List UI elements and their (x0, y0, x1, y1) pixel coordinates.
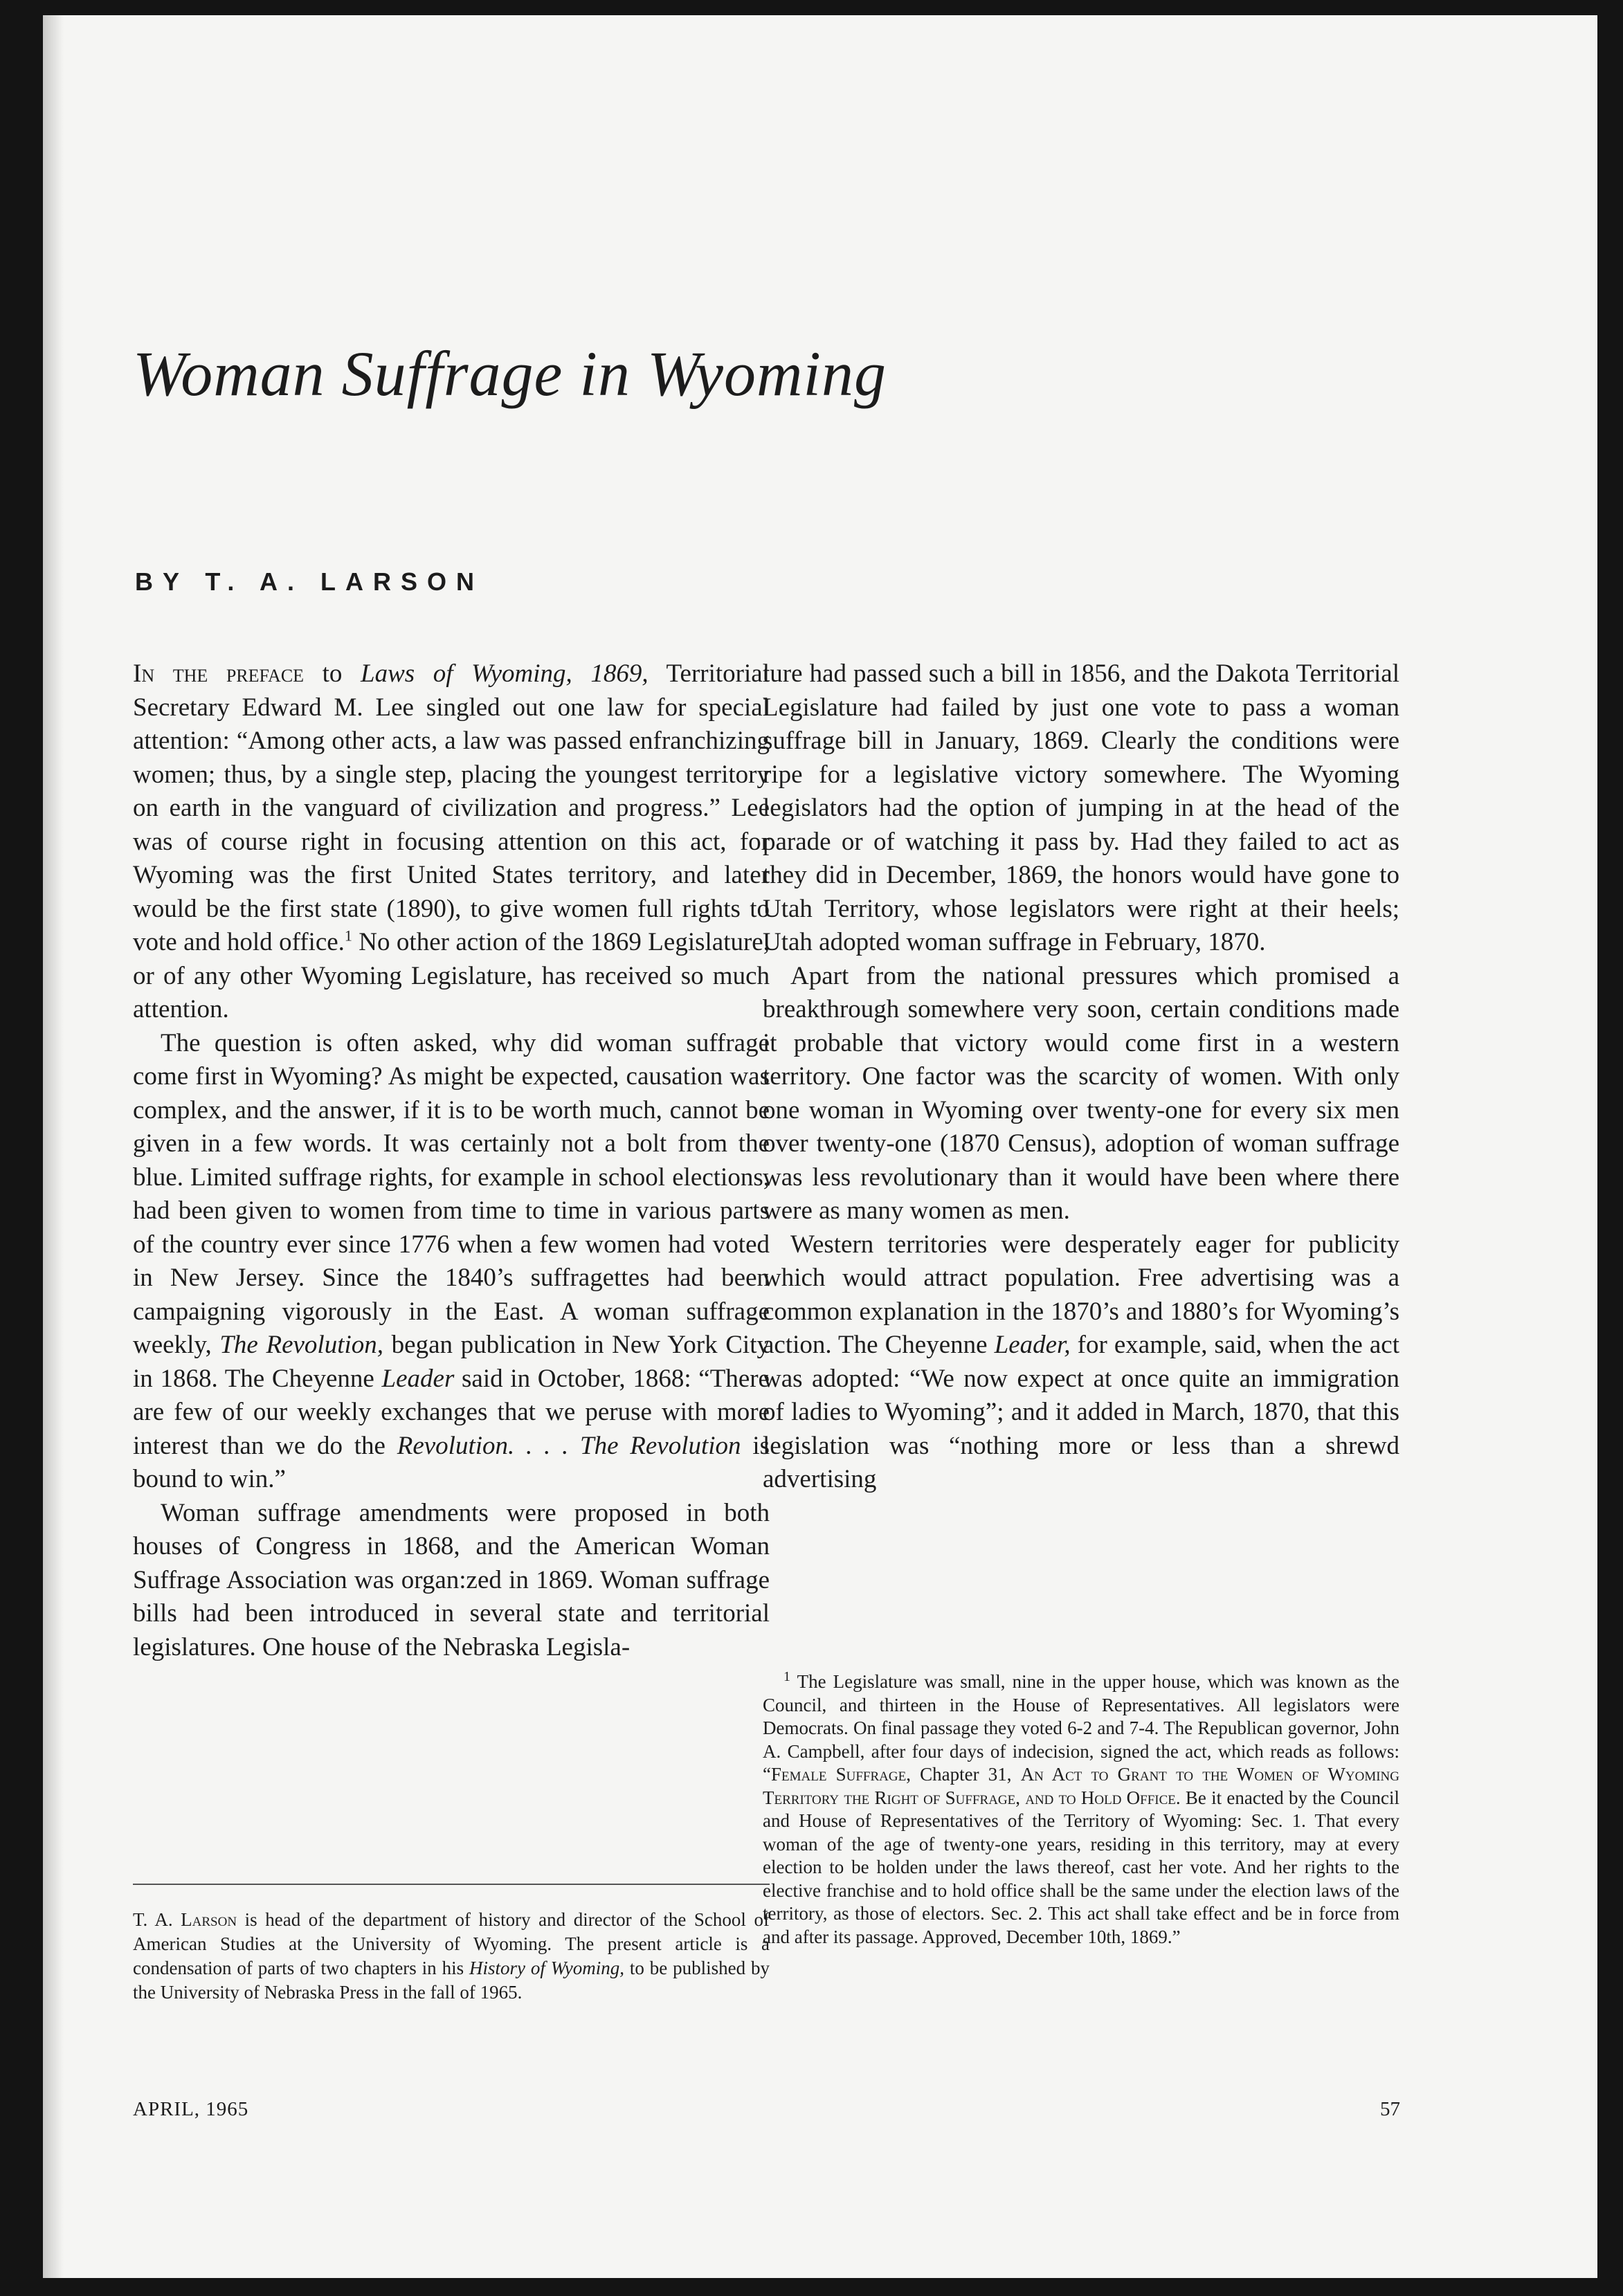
bio-divider (133, 1884, 770, 1885)
author-bio: T. A. Larson is head of the department of history and director of the School of American Studies at the University of Wyoming. The present article is a condensation of parts of two chapters in his History of Wyoming, to be published by the University of Nebraska Press in the fall of 1965. (133, 1909, 770, 2003)
footnote: $^1$ The Legislature was small, nine in the upper house, which was known as the Council, and thirteen in the House of Representatives. All legislators were Democrats. On final passage they voted 6-2 and 7-4. The Republican governor, John A. Campbell, after four days of indecision, signed the act, which reads as follows: “Female Suffrage, Chapter 31, An Act to Grant to the Women of Wyoming Territory the Right of Suffrage, and to Hold Office. Be it enacted by the Council and House of Representatives of the Territory of Wyoming: Sec. 1. That every woman of the age of twenty-one years, residing in this territory, may at every election to be holden under the laws thereof, cast her vote. And her rights to the elective franchise and to hold office shall be the same under the election laws of the territory, as those of electors. Sec. 2. This act shall take effect and be in force from and after its passage. Approved, December 10th, 1869.” (763, 1669, 1400, 1947)
paragraph: ture had passed such a bill in 1856, and the Dakota Territorial Legislature had failed by just one vote to pass a woman suffrage bill in January, 1869. Clearly the conditions were ripe for a legislative victory somewhere. The Wyoming legislators had the option of jumping in at the head of the parade or of watching it pass by. Had they failed to act as they did in December, 1869, the honors would have gone to Utah Territory, whose legislators were right at their heels; Utah adopted woman suffrage in February, 1870. (763, 659, 1399, 956)
author-name: T. A. Larson (133, 1909, 237, 1930)
right-column (763, 657, 1399, 1497)
magazine-page (43, 15, 1597, 2278)
paragraph: Woman suffrage amendments were proposed in both houses of Congress in 1868, and the American Woman Suffrage Association was organ:zed in 1869. Woman suffrage bills had been introduced in several state and territorial legislatures. One house of the Nebraska Legisla- (133, 1498, 770, 1661)
paragraph: Western territories were desperately eager for publicity which would attract population. Free advertising was a common explanation in the 1870’s and 1880’s for Wyoming’s action. The Cheyenne Leader, for example, said, when the act was adopted: “We now expect at once quite an immigration of ladies to Wyoming”; and it added in March, 1870, that this legislation was “nothing more or less than a shrewd advertising (763, 1230, 1399, 1493)
article-title: Woman Suffrage in Wyoming (133, 338, 887, 409)
binding-shadow (43, 15, 64, 2278)
footnote-number: 1 (783, 1669, 790, 1684)
paragraph: In the preface to Laws of Wyoming, 1869, Territorial Secretary Edward M. Lee singled out one law for special attention: “Among other acts, a law was passed enfranchizing women; thus, by a single step, placing the youngest territory on earth in the vanguard of civilization and progress.” Lee was of course right in focusing attention on this act, for Wyoming was the first United States territory, and later would be the first state (1890), to give women full rights to vote and hold office.$^1$ No other action of the 1869 Legislature, or of any other Wyoming Legislature, has received so much attention. (133, 659, 770, 1023)
issue-date: APRIL, 1965 (133, 2098, 249, 2120)
paragraph: The question is often asked, why did woman suffrage come first in Wyoming? As might be expected, causation was complex, and the answer, if it is to be worth much, cannot be given in a few words. It was certainly not a bolt from the blue. Limited suffrage rights, for example in school elections, had been given to women from time to time in various parts of the country ever since 1776 when a few women had voted in New Jersey. Since the 1840’s suffragettes had been campaigning vigorously in the East. A woman suffrage weekly, The Revolution, began publication in New York City in 1868. The Cheyenne Leader said in October, 1868: “There are few of our weekly exchanges that we peruse with more interest than we do the Revolution. . . . The Revolution is bound to win.” (133, 1028, 770, 1493)
footnote-reference: 1 (344, 927, 352, 945)
paragraph: Apart from the national pressures which promised a breakthrough somewhere very soon, certain conditions made it probable that victory would come first in a western territory. One factor was the scarcity of women. With only one woman in Wyoming over twenty-one for every six men over twenty-one (1870 Census), adoption of woman suffrage was less revolutionary than it would have been where there were as many women as men. (763, 961, 1399, 1225)
byline: BY T. A. LARSON (135, 567, 484, 596)
left-column (133, 657, 770, 1664)
italic-title: Laws of Wyoming, 1869, (361, 659, 649, 688)
page-number: 57 (1380, 2098, 1400, 2120)
lead-in-small-caps: In the preface (133, 659, 305, 688)
